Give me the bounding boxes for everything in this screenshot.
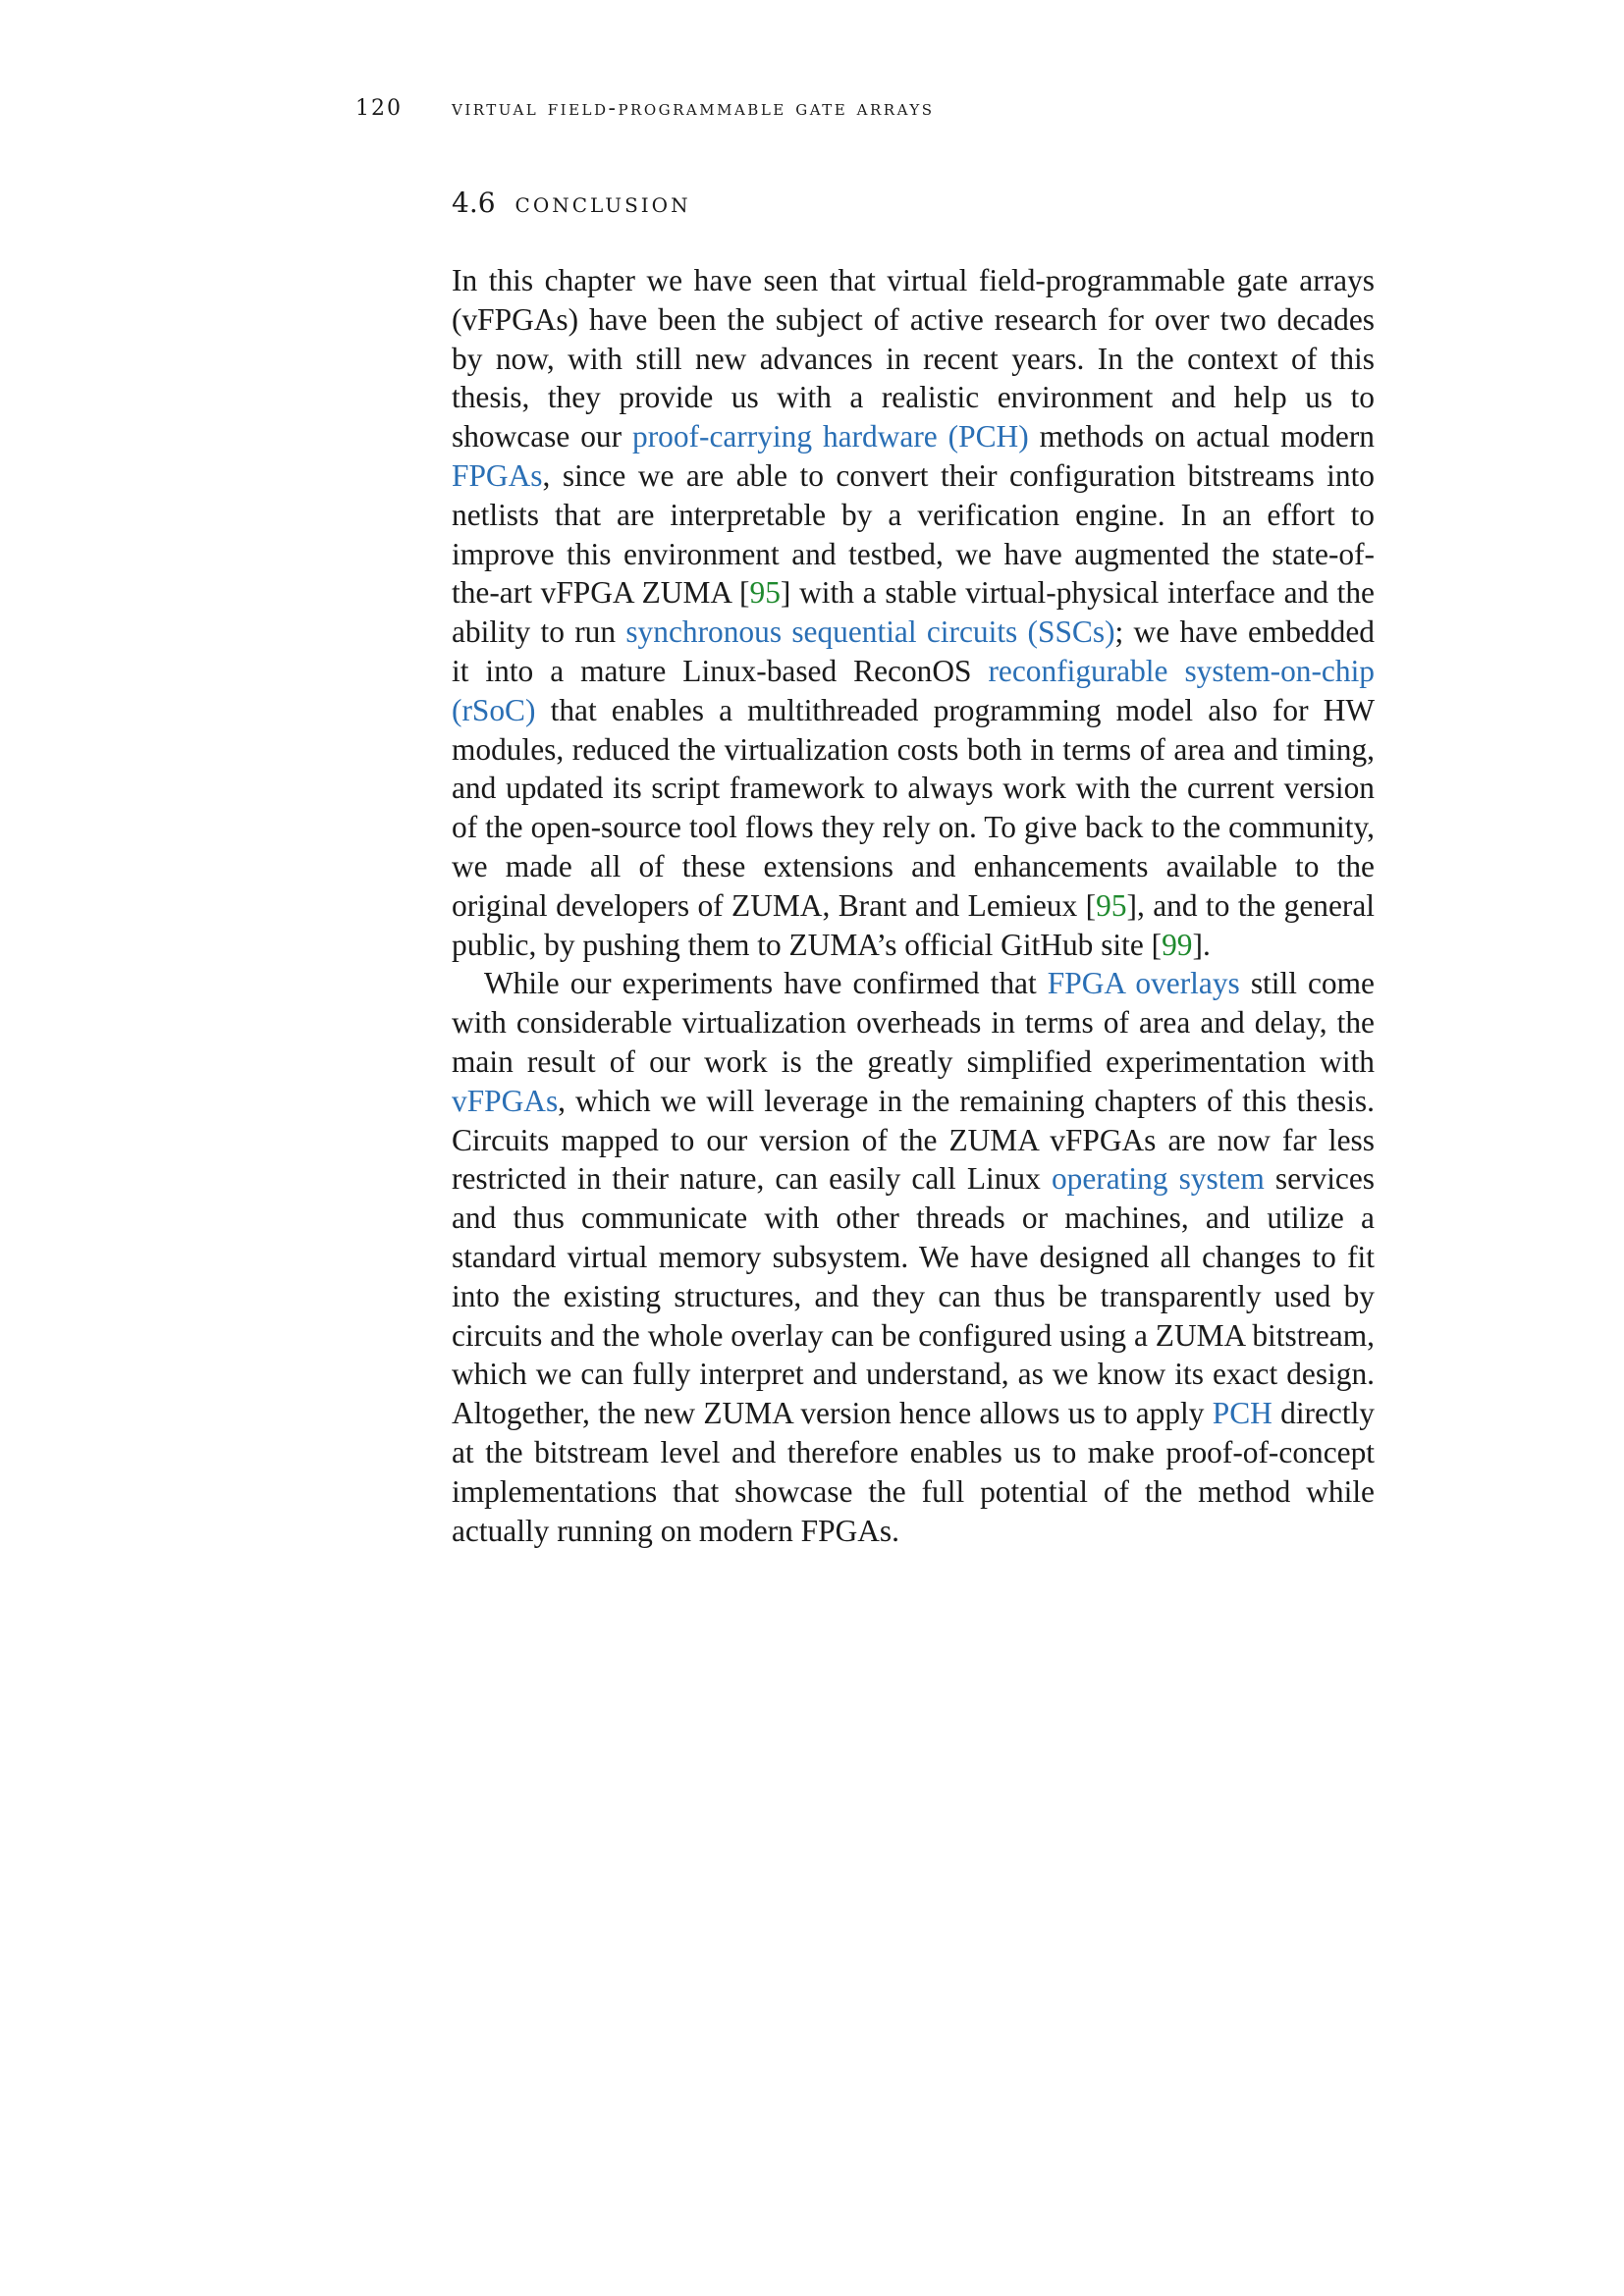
chapter-title: virtual field-programmable gate arrays bbox=[452, 96, 935, 121]
text-run: While our experiments have confirmed that bbox=[484, 966, 1048, 1001]
citation-link-99[interactable]: 99 bbox=[1162, 927, 1193, 962]
text-run: services and thus communicate with other threads or machines, and utilize a standard virtual memory subsystem. We have designed all changes to fit into the existing structures, and they can thus be transparently used by circuits and the whole overlay can be configured using a ZUMA bitstream, which we can fully interpret and understand, as we know its exact design. Altogether, the new ZUMA version hence allows us to apply bbox=[452, 1161, 1376, 1431]
acronym-link-fpgas[interactable]: FPGAs bbox=[452, 457, 543, 493]
text-run: ; we have embedded it into a mature Linux-based ReconOS bbox=[452, 614, 1375, 688]
paragraph-2 bbox=[452, 964, 1375, 1550]
acronym-link-pch[interactable]: PCH bbox=[1212, 1396, 1272, 1431]
text-run: methods on actual modern bbox=[1028, 419, 1375, 454]
running-head bbox=[355, 96, 1377, 121]
text-run: , since we are able to convert their configuration bitstreams into netlists that are interpretable by a verification engine. In an effort to improve this environment and testbed, we have augmented the state-of-the-art vFPGA ZUMA [ bbox=[452, 457, 1375, 611]
text-run: , which we will leverage in the remaining chapters of this thesis. Circuits mapped to our version of the ZUMA vFPGAs are now far less restricted in their nature, can easily call Linux bbox=[452, 1083, 1375, 1197]
acronym-link-ssc[interactable]: synchronous sequential circuits (SSCs) bbox=[625, 614, 1115, 650]
page-number: 120 bbox=[355, 96, 403, 121]
section-heading bbox=[452, 187, 691, 219]
acronym-link-rsoc[interactable]: reconfigurable system-on-chip (rSoC) bbox=[452, 653, 1375, 727]
acronym-link-vfpgas[interactable]: vFPGAs bbox=[452, 1083, 559, 1118]
text-run: In this chapter we have seen that virtual field-programmable gate arrays (vFPGAs) have been the subject of active research for over two decades by now, with still new advances in recent years. In the context of this thesis, they provide us with a realistic environment and help us to showcase our bbox=[452, 263, 1375, 454]
paragraph-1 bbox=[452, 261, 1375, 964]
text-run: ], and to the general public, by pushing them to ZUMA’s official GitHub site [ bbox=[452, 887, 1375, 962]
acronym-link-fpga-overlays[interactable]: FPGA overlays bbox=[1047, 966, 1240, 1001]
text-run: still come with considerable virtualization overheads in terms of area and delay, the main result of our work is the greatly simplified experimentation with bbox=[452, 966, 1375, 1079]
text-run: ]. bbox=[1192, 927, 1211, 962]
citation-link-95[interactable]: 95 bbox=[749, 575, 781, 611]
text-run: directly at the bitstream level and therefore enables us to make proof-of-concept implementations that showcase the full potential of the method while actually running on modern FPGAs. bbox=[452, 1396, 1375, 1548]
citation-link-95[interactable]: 95 bbox=[1096, 887, 1127, 923]
text-run: ] with a stable virtual-physical interface and the ability to run bbox=[452, 575, 1375, 650]
acronym-link-os[interactable]: operating system bbox=[1051, 1161, 1265, 1197]
body-text bbox=[452, 261, 1375, 1550]
text-run: that enables a multithreaded programming model also for HW modules, reduced the virtualization costs both in terms of area and timing, and updated its script framework to always work with the current version of the open-source tool flows they rely on. To give back to the community, we made all of these extensions and enhancements available to the original developers of ZUMA, Brant and Lemieux [ bbox=[452, 692, 1375, 923]
section-number: 4.6 bbox=[452, 187, 496, 219]
section-title: conclusion bbox=[514, 187, 691, 219]
acronym-link-pch-full[interactable]: proof-carrying hardware (PCH) bbox=[632, 419, 1029, 454]
